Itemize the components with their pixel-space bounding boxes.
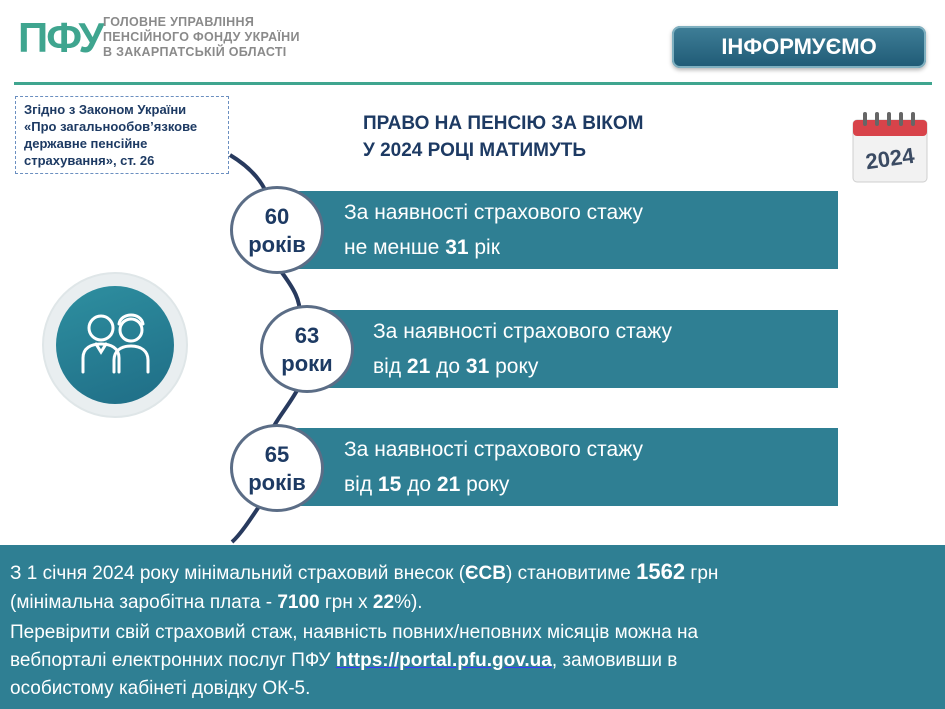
title-line: У 2024 РОЦІ МАТИМУТЬ [363,140,587,161]
people-icon [56,286,174,404]
law-reference-box [15,96,229,174]
condition-bar [320,310,838,388]
info-line: особистому кабінеті довідку ОК-5. [10,678,311,699]
law-line: державне пенсійне [24,136,148,151]
condition-line2: від 15 до 21 року [344,473,510,496]
age-unit: років [248,232,306,257]
age-value: 63 [294,323,320,348]
law-line: страхування», ст. 26 [24,153,155,168]
condition-line2: не менше 31 рік [344,236,500,259]
condition-bar [290,428,838,506]
calendar-icon [847,104,933,190]
law-line: «Про загальнообов’язкове [24,119,198,134]
age-unit: років [248,470,306,495]
condition-line1: За наявності страхового стажу [344,201,643,224]
info-line: (мінімальна заробітна плата - 7100 грн х 22%). [10,592,423,613]
info-panel [0,545,945,709]
org-line: ПЕНСІЙНОГО ФОНДУ УКРАЇНИ [103,30,300,44]
condition-line1: За наявності страхового стажу [373,320,672,343]
info-line: Перевірити свій страховий стаж, наявність повних/неповних місяців можна на [10,622,699,643]
title-line: ПРАВО НА ПЕНСІЮ ЗА ВІКОМ [363,113,644,134]
info-line: З 1 січня 2024 року мінімальний страховий внесок (ЄСВ) становитиме 1562 грн [10,559,719,584]
age-badge [260,305,354,393]
inform-button[interactable]: ІНФОРМУЄМО [672,26,926,68]
age-unit: роки [281,351,333,376]
portal-link[interactable]: https://portal.pfu.gov.ua [335,650,552,671]
organization-name [103,15,333,60]
law-line: Згідно з Законом України [24,102,187,117]
org-line: ГОЛОВНЕ УПРАВЛІННЯ [103,15,255,29]
calendar-year: 2024 [863,142,916,175]
info-line: вебпорталі електронних послуг ПФУ https://portal.pfu.gov.ua, замовивши в [10,650,678,671]
page-title [363,110,763,164]
header-divider [14,82,932,85]
condition-line2: від 21 до 31 року [373,355,539,378]
age-value: 60 [264,204,290,229]
condition-bar [290,191,838,269]
age-value: 65 [264,442,290,467]
age-badge [230,186,324,274]
pfu-logo: ПФУ [18,14,103,61]
condition-line1: За наявності страхового стажу [344,438,643,461]
age-badge [230,424,324,512]
org-line: В ЗАКАРПАТСЬКІЙ ОБЛАСТІ [103,45,287,59]
